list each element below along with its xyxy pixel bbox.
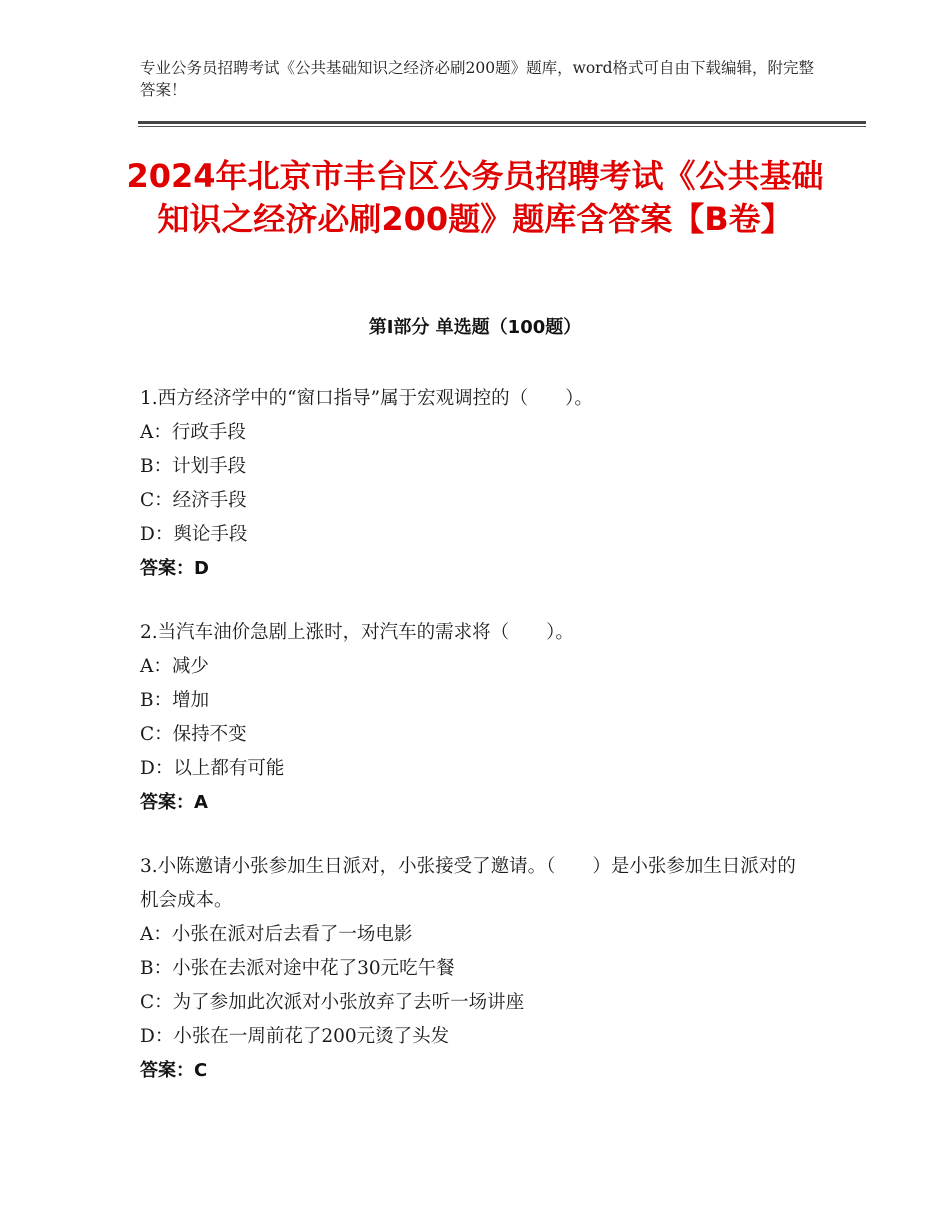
option-b: B：增加 [140,690,210,711]
question-list [140,382,810,1118]
question-item [140,850,810,1088]
question-item [140,382,810,586]
option-d: D：以上都有可能 [140,758,285,779]
answer-label: 答案：C [140,1060,208,1081]
option-b: B：计划手段 [140,456,247,477]
answer-label: 答案：D [140,558,209,579]
section-heading: 第Ⅰ部分 单选题（100题） [368,317,582,338]
option-d: D：小张在一周前花了200元烫了头发 [140,1026,450,1047]
header-note: 专业公务员招聘考试《公共基础知识之经济必刷200题》题库，word格式可自由下载编辑，附完整答案！ [140,59,815,99]
option-b: B：小张在去派对途中花了30元吃午餐 [140,958,455,979]
option-a: A：减少 [140,656,209,677]
option-c: C：保持不变 [140,724,247,745]
question-item [140,616,810,820]
question-stem: 1.西方经济学中的“窗口指导”属于宏观调控的（ ）。 [140,388,593,409]
option-c: C：为了参加此次派对小张放弃了去听一场讲座 [140,992,525,1013]
question-stem: 3.小陈邀请小张参加生日派对，小张接受了邀请。（ ）是小张参加生日派对的机会成本。 [140,856,796,911]
header-divider-thick [138,121,866,124]
question-stem: 2.当汽车油价急剧上涨时，对汽车的需求将（ ）。 [140,622,574,643]
answer-label: 答案：A [140,792,208,813]
option-a: A：小张在派对后去看了一场电影 [140,924,413,945]
header-divider-thin [138,126,866,127]
document-title: 2024年北京市丰台区公务员招聘考试《公共基础知识之经济必刷200题》题库含答案【B卷】 [126,157,824,238]
option-d: D：舆论手段 [140,524,248,545]
option-c: C：经济手段 [140,490,247,511]
option-a: A：行政手段 [140,422,246,443]
